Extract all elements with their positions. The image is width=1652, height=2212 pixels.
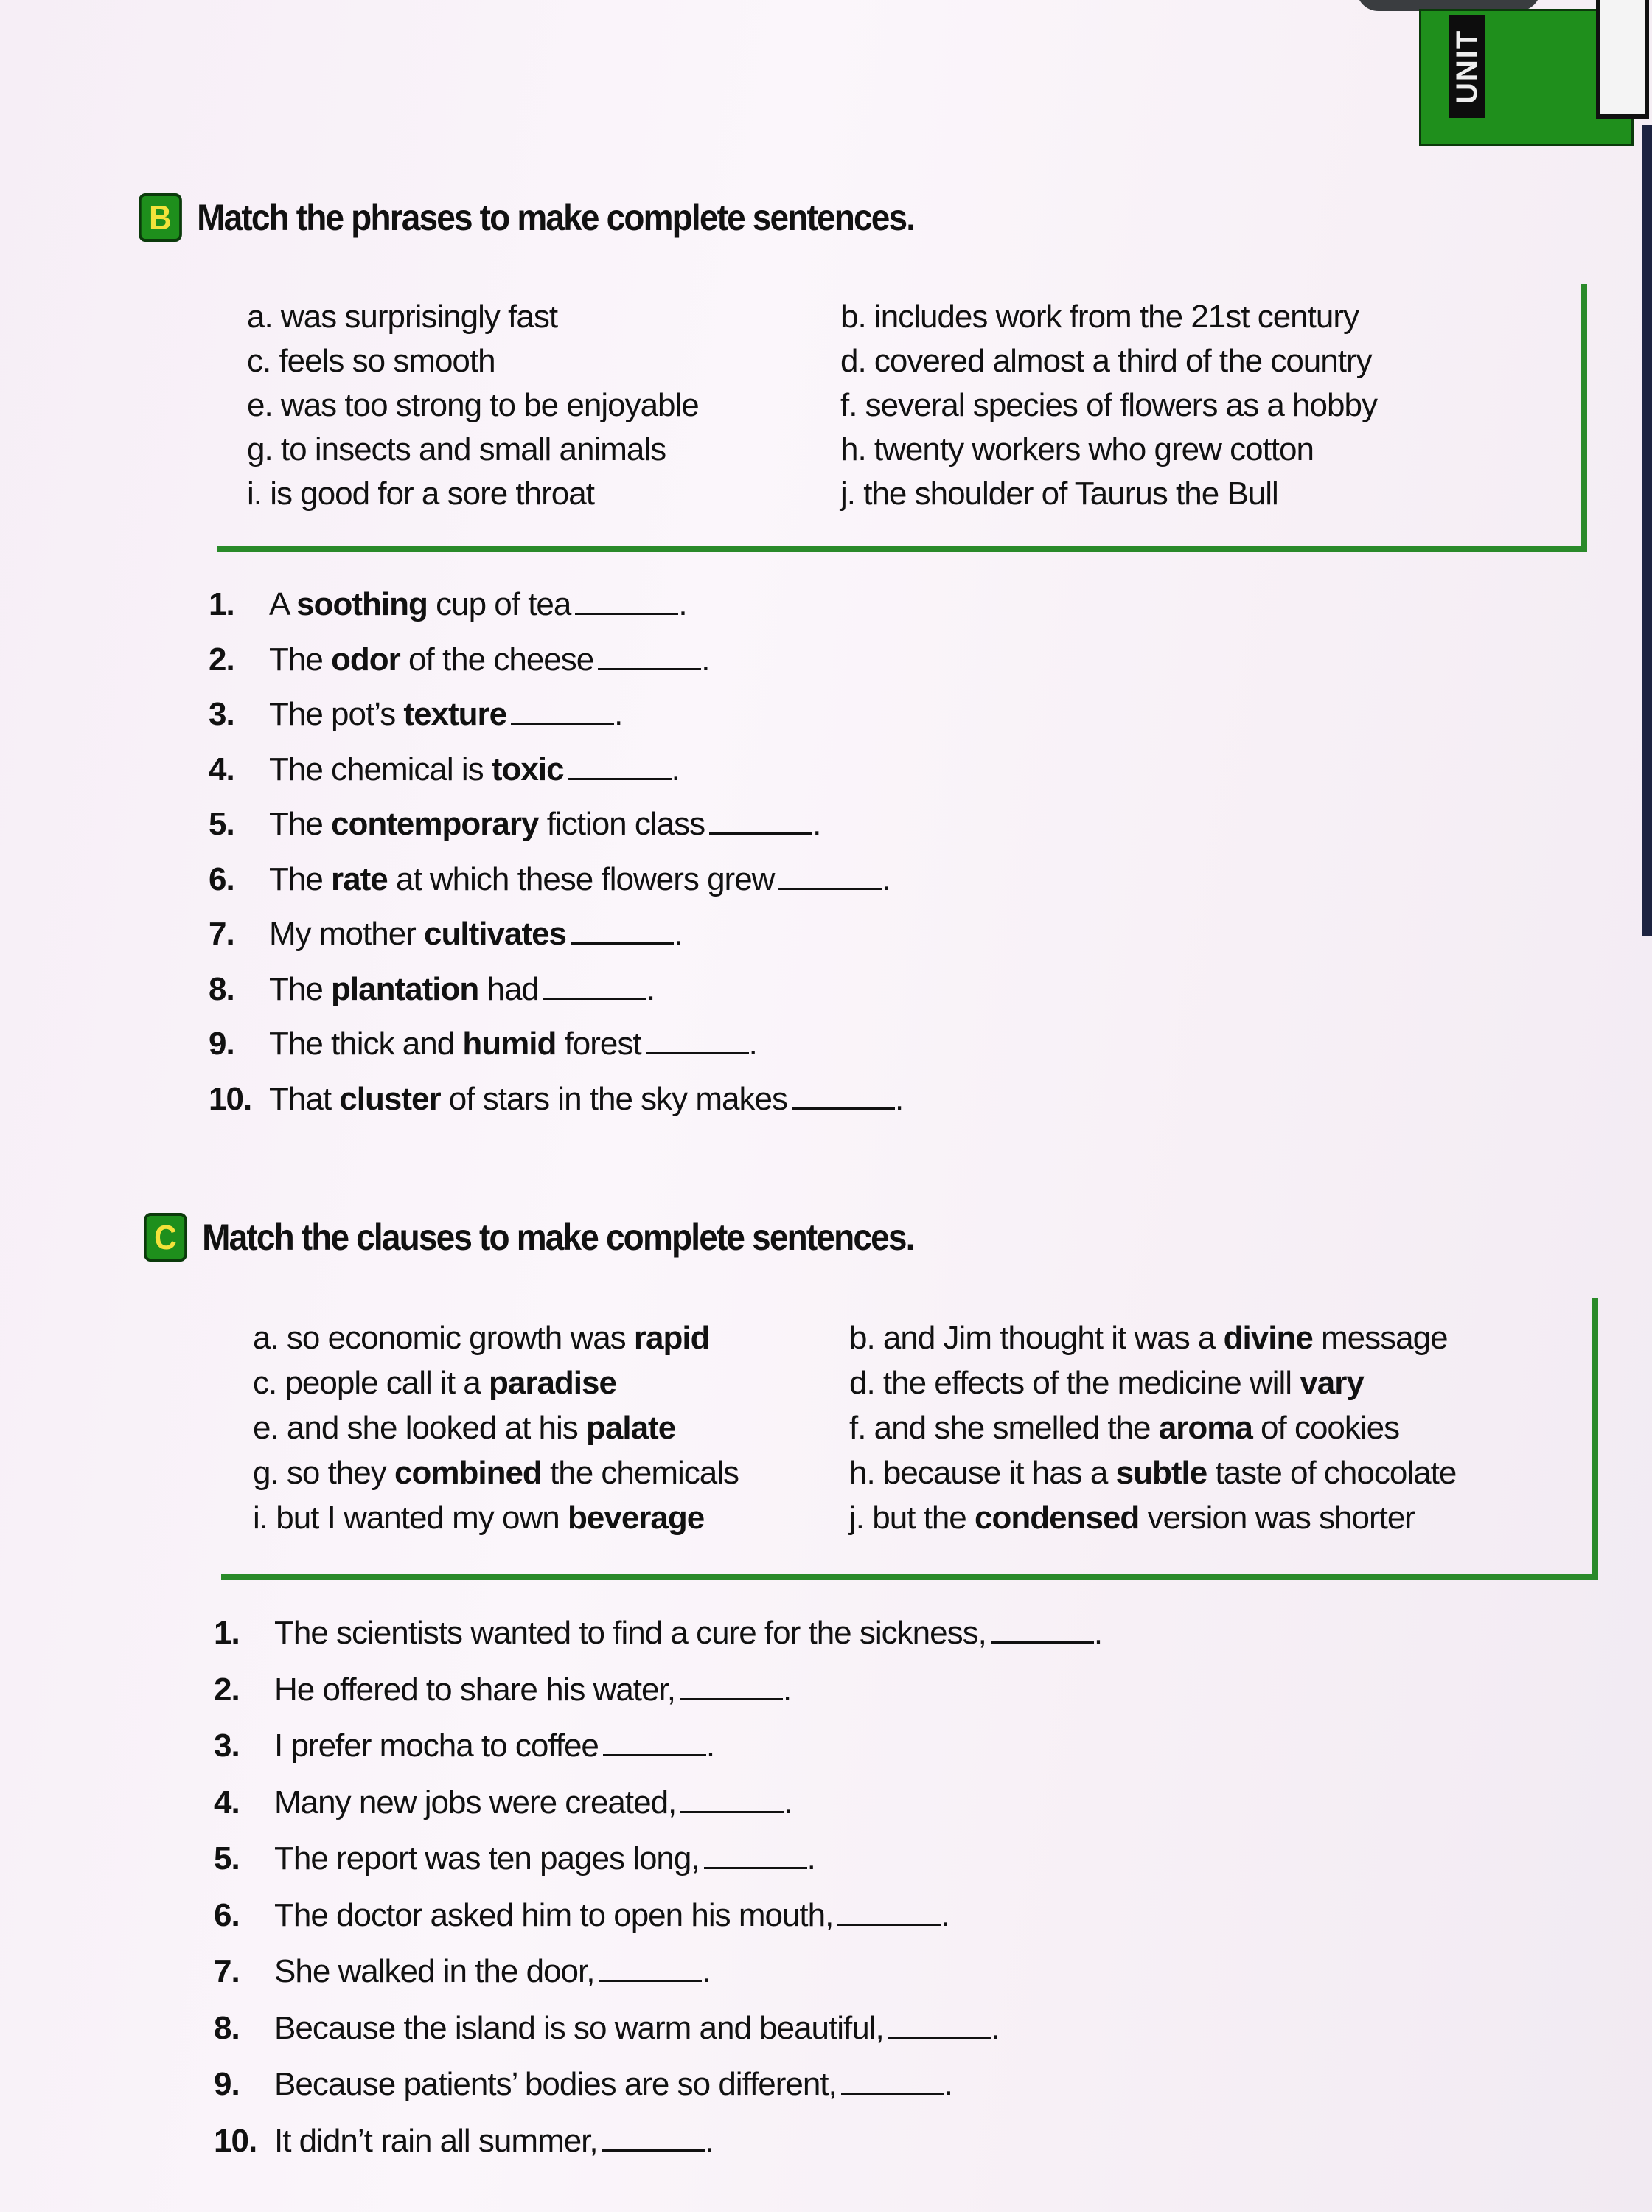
option-text: g. to insects and small animals: [247, 431, 666, 467]
item-number: 7.: [209, 916, 234, 952]
option-text: message: [1312, 1320, 1448, 1356]
sentence-text: forest: [556, 1026, 641, 1062]
period: .: [784, 1784, 792, 1820]
section-c-badge: C: [144, 1213, 187, 1262]
option-item: [840, 387, 1377, 424]
answer-blank[interactable]: [680, 1676, 783, 1700]
option-item: [840, 343, 1372, 380]
sentence-text: The report was ten pages long,: [274, 1840, 700, 1877]
option-keyword: condensed: [975, 1500, 1140, 1536]
sentence-text: The: [269, 860, 332, 897]
section-b-title: Match the phrases to make complete sentences.: [197, 197, 915, 238]
period: .: [812, 806, 821, 842]
item-number: 8.: [214, 2009, 240, 2046]
sentence-item: [209, 916, 682, 953]
answer-blank[interactable]: [704, 1845, 807, 1869]
sentence-text: Because the island is so warm and beautiful,: [274, 2009, 884, 2046]
period: .: [941, 1896, 949, 1933]
item-number: 5.: [214, 1840, 240, 1877]
sentence-text: The: [269, 806, 332, 842]
sentence-keyword: contemporary: [331, 806, 539, 842]
item-number: 10.: [214, 2122, 257, 2159]
option-text: f. several species of flowers as a hobby: [840, 387, 1377, 423]
sentence-text: The doctor asked him to open his mouth,: [274, 1896, 834, 1933]
sentence-text: at which these flowers grew: [387, 860, 775, 897]
sentence-item: [214, 1953, 711, 1990]
sentence-keyword: cluster: [339, 1080, 441, 1117]
sentence-keyword: toxic: [491, 751, 564, 787]
sentence-item: [214, 2010, 1000, 2047]
sentence-keyword: humid: [462, 1026, 557, 1062]
sentence-text: That: [269, 1080, 340, 1117]
sentence-item: [214, 1728, 714, 1764]
sentence-item: [209, 751, 680, 788]
period: .: [702, 1953, 711, 1989]
sentence-keyword: rate: [331, 860, 388, 897]
option-text: b. includes work from the 21st century: [840, 299, 1359, 335]
sentence-text: The pot’s: [269, 696, 404, 732]
option-text: j. but the: [849, 1500, 975, 1536]
sentence-text: It didn’t rain all summer,: [274, 2122, 598, 2159]
item-number: 10.: [209, 1080, 252, 1117]
period: .: [882, 860, 891, 897]
sentence-text: fiction class: [538, 806, 705, 842]
option-item: [247, 387, 699, 424]
sentence-text: The: [269, 641, 332, 678]
item-number: 9.: [209, 1026, 234, 1062]
option-text: of cookies: [1252, 1410, 1400, 1446]
sentence-item: [209, 696, 622, 733]
option-item: [247, 476, 594, 512]
item-number: 8.: [209, 970, 234, 1007]
item-number: 9.: [214, 2066, 240, 2102]
option-keyword: vary: [1300, 1365, 1364, 1401]
option-text: f. and she smelled the: [849, 1410, 1159, 1446]
option-keyword: palate: [586, 1410, 676, 1446]
option-text: c. people call it a: [253, 1365, 489, 1401]
option-keyword: combined: [394, 1455, 542, 1491]
sentence-item: [214, 1897, 949, 1934]
item-number: 1.: [209, 586, 234, 622]
answer-blank[interactable]: [837, 1902, 941, 1926]
item-number: 6.: [214, 1896, 240, 1933]
sentence-text: The thick and: [269, 1026, 463, 1062]
period: .: [991, 2009, 1000, 2046]
answer-blank[interactable]: [888, 2014, 991, 2039]
option-item: [253, 1500, 704, 1537]
answer-blank[interactable]: [598, 646, 701, 670]
item-number: 6.: [209, 860, 234, 897]
section-c-title: Match the clauses to make complete sentences.: [202, 1217, 914, 1258]
sentence-text: A: [269, 586, 297, 622]
answer-blank[interactable]: [841, 2070, 944, 2095]
option-text: c. feels so smooth: [247, 343, 495, 379]
option-item: [849, 1410, 1399, 1447]
option-text: version was shorter: [1139, 1500, 1415, 1536]
sentence-text: The scientists wanted to find a cure for the sickness,: [274, 1615, 986, 1651]
sentence-keyword: plantation: [331, 970, 479, 1007]
sentence-text: The chemical is: [269, 751, 492, 787]
page-edge: [1642, 125, 1652, 936]
answer-blank[interactable]: [543, 975, 646, 1000]
sentence-keyword: texture: [403, 696, 507, 732]
period: .: [1093, 1615, 1103, 1651]
item-number: 1.: [214, 1615, 240, 1651]
sentence-keyword: soothing: [296, 586, 428, 622]
period: .: [671, 751, 680, 787]
item-number: 3.: [209, 696, 234, 732]
period: .: [748, 1026, 757, 1062]
item-number: 4.: [209, 751, 234, 787]
period: .: [894, 1080, 904, 1117]
option-item: [840, 431, 1314, 468]
unit-label: UNIT: [1449, 15, 1485, 118]
period: .: [614, 696, 623, 732]
option-keyword: paradise: [488, 1365, 616, 1401]
sentence-text: He offered to share his water,: [274, 1671, 675, 1708]
answer-blank[interactable]: [575, 591, 678, 615]
sentence-text: I prefer mocha to coffee: [274, 1728, 599, 1764]
option-text: b. and Jim thought it was a: [849, 1320, 1224, 1356]
option-text: j. the shoulder of Taurus the Bull: [840, 476, 1278, 512]
sentence-item: [214, 2123, 714, 2160]
item-number: 2.: [209, 641, 234, 678]
item-number: 4.: [214, 1784, 240, 1820]
answer-blank[interactable]: [599, 1958, 702, 1982]
option-item: [247, 343, 495, 380]
option-text: e. was too strong to be enjoyable: [247, 387, 699, 423]
period: .: [701, 641, 710, 678]
sentence-item: [214, 1840, 815, 1877]
option-keyword: aroma: [1158, 1410, 1252, 1446]
sentence-item: [209, 806, 820, 843]
option-item: [253, 1320, 710, 1357]
section-b-badge: B: [139, 193, 182, 242]
item-number: 7.: [214, 1953, 240, 1989]
sentence-text: of stars in the sky makes: [440, 1080, 787, 1117]
option-keyword: rapid: [633, 1320, 710, 1356]
option-text: i. is good for a sore throat: [247, 476, 594, 512]
answer-blank[interactable]: [778, 866, 882, 890]
option-item: [253, 1410, 675, 1447]
sentence-text: The: [269, 970, 332, 1007]
period: .: [705, 1728, 715, 1764]
option-keyword: divine: [1223, 1320, 1313, 1356]
period: .: [678, 586, 687, 622]
answer-blank[interactable]: [680, 1789, 784, 1813]
sentence-text: cup of tea: [427, 586, 571, 622]
sentence-text: She walked in the door,: [274, 1953, 595, 1989]
answer-blank[interactable]: [603, 1732, 706, 1756]
option-text: the chemicals: [541, 1455, 739, 1491]
sentence-item: [209, 586, 687, 623]
sentence-item: [209, 641, 709, 678]
option-item: [247, 431, 666, 468]
sentence-item: [209, 861, 891, 898]
period: .: [705, 2122, 714, 2159]
period: .: [782, 1671, 792, 1708]
option-text: taste of chocolate: [1207, 1455, 1457, 1491]
sentence-text: of the cheese: [400, 641, 594, 678]
option-text: g. so they: [253, 1455, 395, 1491]
sentence-keyword: odor: [331, 641, 400, 678]
sentence-text: Because patients’ bodies are so different,: [274, 2066, 837, 2102]
sentence-item: [214, 2066, 952, 2103]
period: .: [944, 2066, 952, 2102]
option-text: d. covered almost a third of the country: [840, 343, 1372, 379]
option-item: [253, 1365, 616, 1402]
option-item: [849, 1365, 1364, 1402]
sentence-item: [214, 1784, 792, 1821]
item-number: 2.: [214, 1671, 240, 1708]
item-number: 3.: [214, 1728, 240, 1764]
answer-blank[interactable]: [792, 1085, 895, 1110]
period: .: [646, 970, 655, 1007]
option-item: [849, 1320, 1448, 1357]
answer-blank[interactable]: [602, 2127, 705, 2152]
answer-blank[interactable]: [709, 810, 812, 835]
option-text: h. twenty workers who grew cotton: [840, 431, 1314, 467]
sentence-item: [214, 1615, 1102, 1652]
sentence-text: Many new jobs were created,: [274, 1784, 677, 1820]
section-c-heading: [144, 1213, 914, 1262]
answer-blank[interactable]: [511, 700, 614, 725]
option-text: e. and she looked at his: [253, 1410, 586, 1446]
unit-number-graphic: [1596, 0, 1649, 119]
sentence-item: [209, 1081, 903, 1118]
option-item: [840, 476, 1278, 512]
answer-blank[interactable]: [991, 1619, 1094, 1644]
option-item: [253, 1455, 739, 1492]
option-item: [247, 299, 557, 335]
answer-blank[interactable]: [646, 1030, 749, 1054]
option-text: d. the effects of the medicine will: [849, 1365, 1300, 1401]
option-text: i. but I wanted my own: [253, 1500, 568, 1536]
option-keyword: beverage: [568, 1500, 705, 1536]
section-b-heading: [139, 193, 914, 242]
sentence-keyword: cultivates: [424, 916, 567, 952]
sentence-item: [214, 1672, 791, 1708]
option-item: [849, 1500, 1415, 1537]
option-text: a. was surprisingly fast: [247, 299, 558, 335]
option-keyword: subtle: [1115, 1455, 1207, 1491]
sentence-item: [209, 1026, 757, 1062]
period: .: [674, 916, 683, 952]
answer-blank[interactable]: [571, 920, 674, 945]
option-item: [840, 299, 1359, 335]
item-number: 5.: [209, 806, 234, 842]
option-text: h. because it has a: [849, 1455, 1116, 1491]
sentence-item: [209, 971, 655, 1008]
option-item: [849, 1455, 1456, 1492]
period: .: [806, 1840, 815, 1877]
option-text: a. so economic growth was: [253, 1320, 634, 1356]
answer-blank[interactable]: [568, 756, 672, 780]
sentence-text: My mother: [269, 916, 425, 952]
sentence-text: had: [478, 970, 539, 1007]
